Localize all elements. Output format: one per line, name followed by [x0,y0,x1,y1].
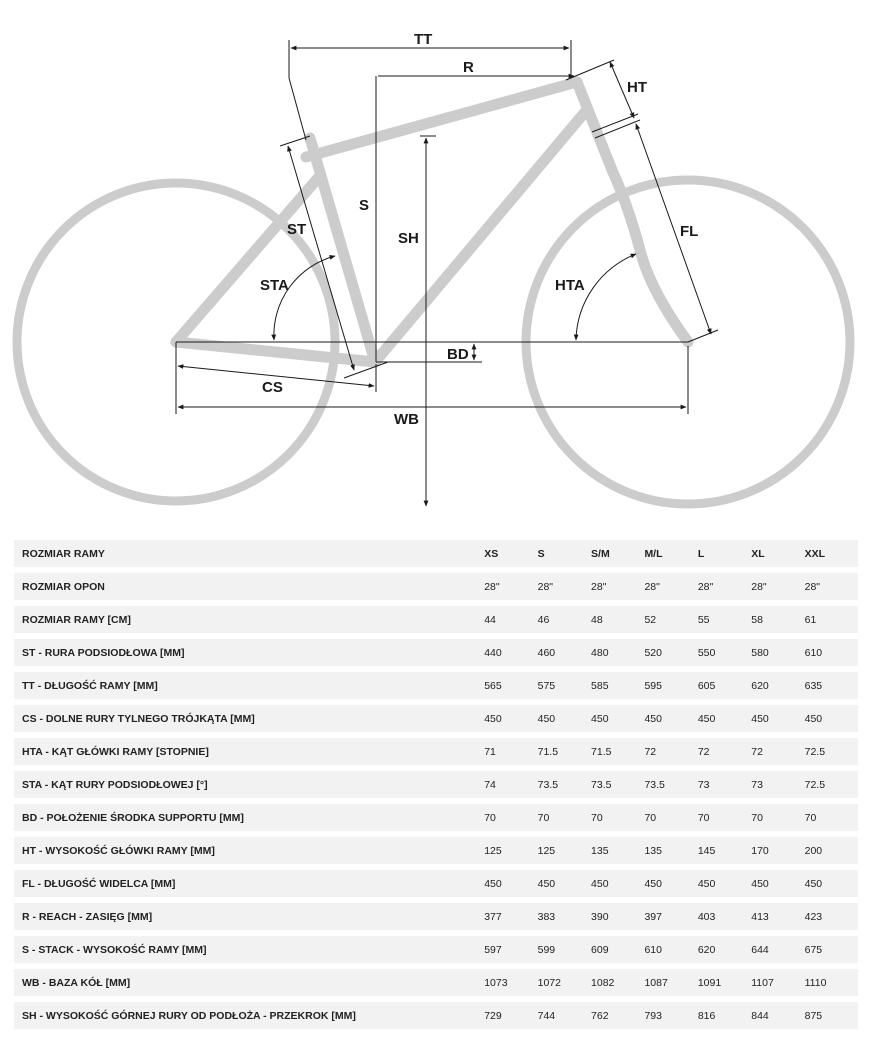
row-label: ROZMIAR RAMY [CM] [14,606,484,633]
value-cell: 28" [644,573,697,600]
label-r: R [463,59,474,76]
value-cell: 610 [644,936,697,963]
value-cell: 520 [644,639,697,666]
value-cell: 125 [538,837,591,864]
row-label: STA - KĄT RURY PODSIODŁOWEJ [°] [14,771,484,798]
table-row [14,705,858,732]
value-cell: 71.5 [591,738,644,765]
table-row [14,870,858,897]
value-cell: 73.5 [538,771,591,798]
value-cell: 450 [644,870,697,897]
value-cell: 1091 [698,969,751,996]
value-cell: 135 [644,837,697,864]
value-cell: 73.5 [644,771,697,798]
hta-arc [576,254,636,340]
table-row [14,837,858,864]
value-cell: 744 [538,1002,591,1029]
value-cell: 1110 [805,969,858,996]
size-header-cell: S/M [591,540,644,567]
value-cell: 170 [751,837,804,864]
value-cell: 72.5 [805,771,858,798]
value-cell: 480 [591,639,644,666]
value-cell: 599 [538,936,591,963]
value-cell: 605 [698,672,751,699]
value-cell: 413 [751,903,804,930]
table-row [14,1002,858,1029]
value-cell: 73 [751,771,804,798]
table-row [14,903,858,930]
label-cs: CS [262,379,283,396]
value-cell: 145 [698,837,751,864]
value-cell: 70 [591,804,644,831]
row-label: HTA - KĄT GŁÓWKI RAMY [STOPNIE] [14,738,484,765]
label-s: S [359,197,370,214]
value-cell: 390 [591,903,644,930]
value-cell: 397 [644,903,697,930]
value-cell: 403 [698,903,751,930]
table-row [14,606,858,633]
row-label: R - REACH - ZASIĘG [MM] [14,903,484,930]
value-cell: 620 [698,936,751,963]
label-st: ST [287,221,307,238]
value-cell: 73 [698,771,751,798]
value-cell: 74 [484,771,537,798]
value-cell: 28" [538,573,591,600]
value-cell: 423 [805,903,858,930]
table-row [14,804,858,831]
value-cell: 55 [698,606,751,633]
label-sta: STA [260,277,289,294]
value-cell: 70 [751,804,804,831]
row-label: ST - RURA PODSIODŁOWA [MM] [14,639,484,666]
header-label: ROZMIAR RAMY [14,540,484,567]
size-header-cell: XL [751,540,804,567]
value-cell: 580 [751,639,804,666]
value-cell: 550 [698,639,751,666]
value-cell: 450 [805,870,858,897]
value-cell: 135 [591,837,644,864]
row-label: HT - WYSOKOŚĆ GŁÓWKI RAMY [MM] [14,837,484,864]
value-cell: 450 [484,870,537,897]
chain-stay [176,342,375,362]
value-cell: 48 [591,606,644,633]
row-label: S - STACK - WYSOKOŚĆ RAMY [MM] [14,936,484,963]
value-cell: 460 [538,639,591,666]
size-header-cell: M/L [644,540,697,567]
value-cell: 595 [644,672,697,699]
value-cell: 635 [805,672,858,699]
value-cell: 450 [751,870,804,897]
row-label: WB - BAZA KÓŁ [MM] [14,969,484,996]
table-row [14,936,858,963]
table-row [14,573,858,600]
value-cell: 585 [591,672,644,699]
value-cell: 620 [751,672,804,699]
geometry-table [14,534,858,1035]
value-cell: 71 [484,738,537,765]
table-row [14,639,858,666]
value-cell: 450 [591,870,644,897]
value-cell: 875 [805,1002,858,1029]
top-tube [306,82,577,157]
value-cell: 450 [805,705,858,732]
value-cell: 58 [751,606,804,633]
row-label: TT - DŁUGOŚĆ RAMY [MM] [14,672,484,699]
table-row [14,771,858,798]
label-hta: HTA [555,277,585,294]
value-cell: 28" [751,573,804,600]
row-label: FL - DŁUGOŚĆ WIDELCA [MM] [14,870,484,897]
value-cell: 450 [698,870,751,897]
value-cell: 609 [591,936,644,963]
size-header-cell: L [698,540,751,567]
value-cell: 597 [484,936,537,963]
seat-tube [310,138,375,362]
value-cell: 610 [805,639,858,666]
value-cell: 28" [698,573,751,600]
label-ht: HT [627,79,647,96]
size-header-cell: S [538,540,591,567]
value-cell: 70 [644,804,697,831]
value-cell: 575 [538,672,591,699]
value-cell: 450 [484,705,537,732]
value-cell: 28" [591,573,644,600]
label-wb: WB [394,411,419,428]
value-cell: 450 [591,705,644,732]
value-cell: 816 [698,1002,751,1029]
value-cell: 44 [484,606,537,633]
value-cell: 1107 [751,969,804,996]
value-cell: 1087 [644,969,697,996]
value-cell: 70 [805,804,858,831]
label-sh: SH [398,230,419,247]
value-cell: 793 [644,1002,697,1029]
value-cell: 125 [484,837,537,864]
value-cell: 440 [484,639,537,666]
value-cell: 1082 [591,969,644,996]
value-cell: 70 [698,804,751,831]
value-cell: 46 [538,606,591,633]
label-bd: BD [447,346,469,363]
value-cell: 52 [644,606,697,633]
value-cell: 61 [805,606,858,633]
value-cell: 450 [644,705,697,732]
value-cell: 675 [805,936,858,963]
fl-dimension [636,124,711,334]
value-cell: 200 [805,837,858,864]
table-header-row [14,540,858,567]
value-cell: 71.5 [538,738,591,765]
value-cell: 72 [698,738,751,765]
size-header-cell: XXL [805,540,858,567]
label-fl: FL [680,223,699,240]
table-row [14,969,858,996]
value-cell: 72.5 [805,738,858,765]
row-label: SH - WYSOKOŚĆ GÓRNEJ RURY OD PODŁOŻA - PRZEKROK [MM] [14,1002,484,1029]
value-cell: 762 [591,1002,644,1029]
value-cell: 450 [538,870,591,897]
value-cell: 72 [751,738,804,765]
value-cell: 729 [484,1002,537,1029]
row-label: CS - DOLNE RURY TYLNEGO TRÓJKĄTA [MM] [14,705,484,732]
value-cell: 450 [698,705,751,732]
value-cell: 1073 [484,969,537,996]
row-label: BD - POŁOŻENIE ŚRODKA SUPPORTU [MM] [14,804,484,831]
value-cell: 70 [484,804,537,831]
value-cell: 377 [484,903,537,930]
row-label: ROZMIAR OPON [14,573,484,600]
value-cell: 644 [751,936,804,963]
value-cell: 70 [538,804,591,831]
value-cell: 383 [538,903,591,930]
label-tt: TT [414,31,433,48]
table-row [14,672,858,699]
value-cell: 565 [484,672,537,699]
value-cell: 844 [751,1002,804,1029]
table-row [14,738,858,765]
value-cell: 72 [644,738,697,765]
value-cell: 28" [805,573,858,600]
value-cell: 450 [538,705,591,732]
size-header-cell: XS [484,540,537,567]
value-cell: 28" [484,573,537,600]
value-cell: 450 [751,705,804,732]
value-cell: 1072 [538,969,591,996]
value-cell: 73.5 [591,771,644,798]
